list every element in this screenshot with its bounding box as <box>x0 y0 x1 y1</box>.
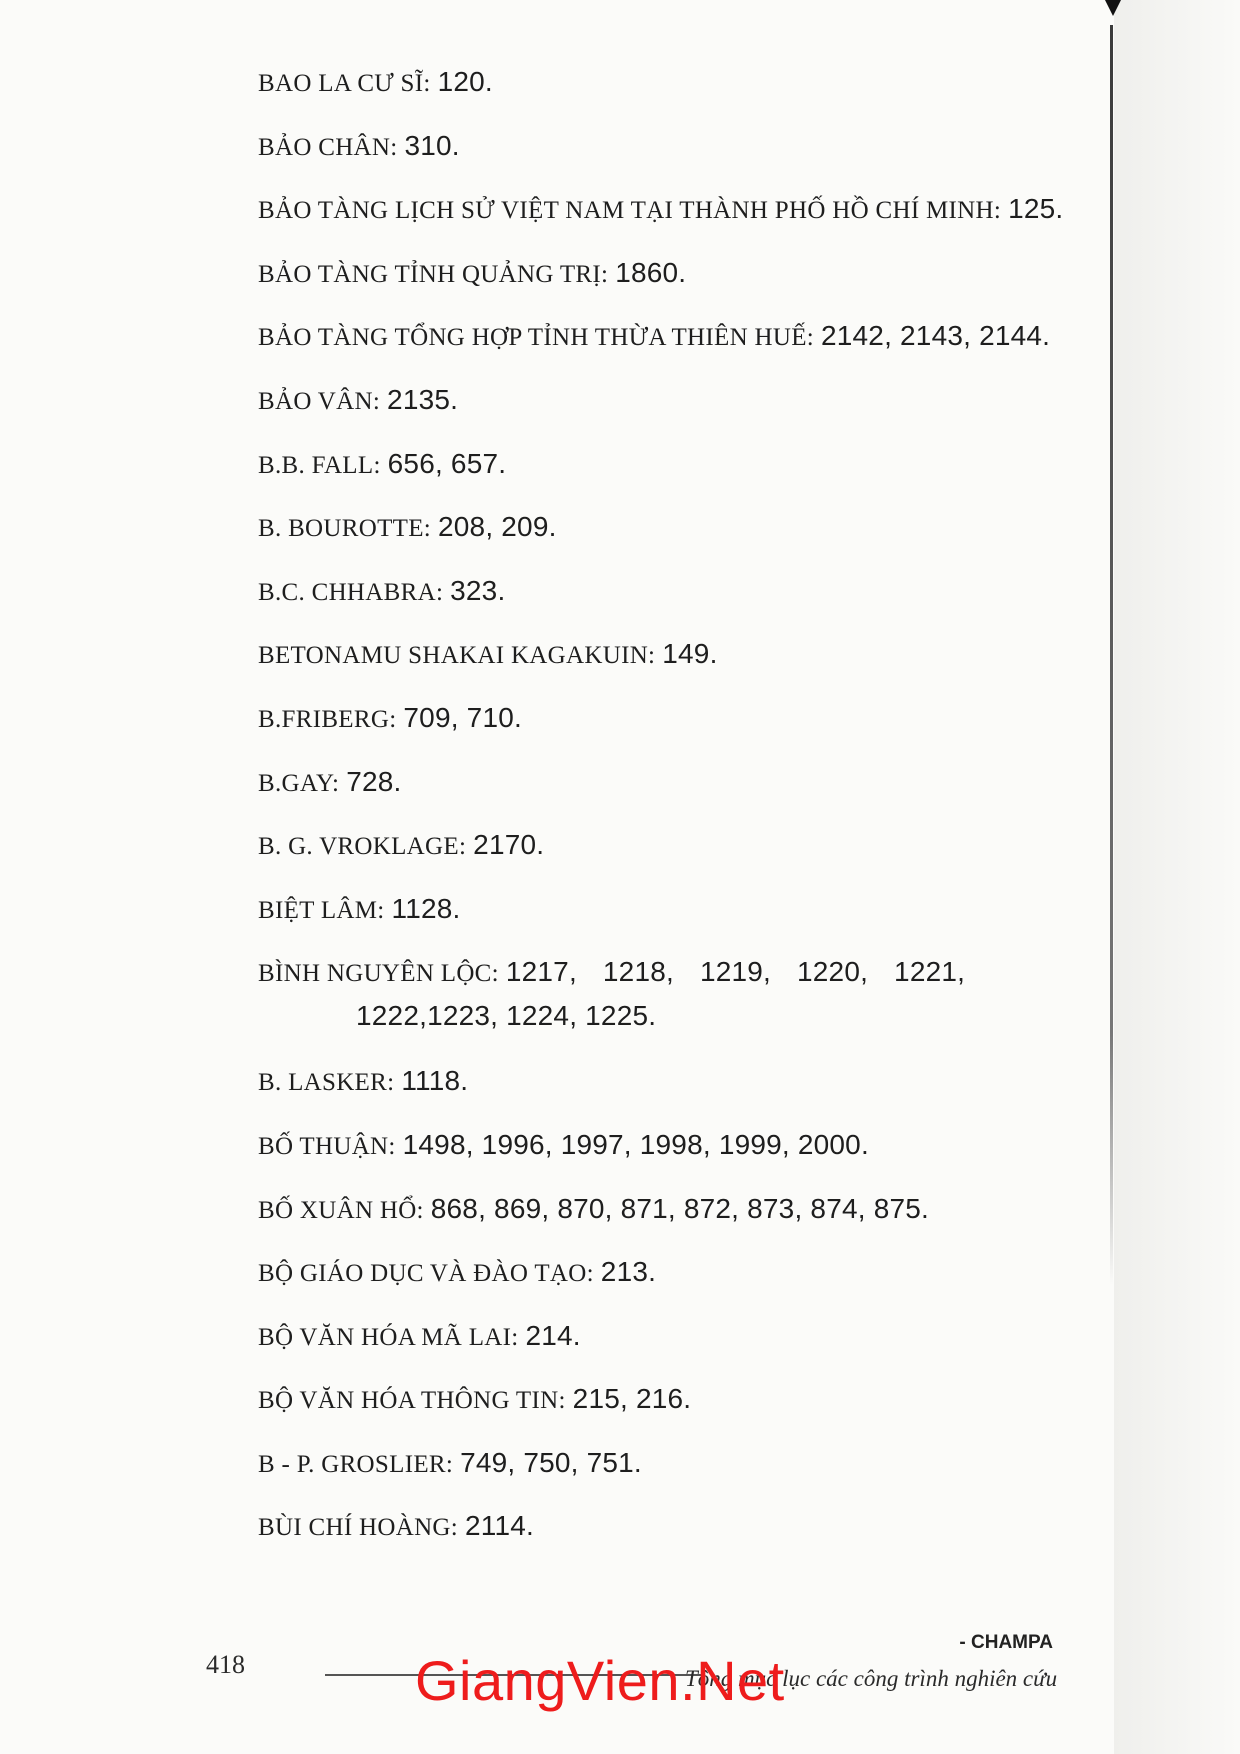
index-entry <box>258 507 1058 571</box>
index-entry <box>258 1125 1058 1189</box>
entry-name: B - P. GROSLIER: <box>258 1450 454 1478</box>
entry-pages: 120. <box>437 66 493 97</box>
index-entry <box>258 444 1058 508</box>
entry-pages: 208, 209. <box>438 511 557 543</box>
page-shadow <box>1114 0 1240 1754</box>
entry-pages: 868, 869, 870, 871, 872, 873, 874, 875. <box>430 1192 929 1224</box>
entry-name: B. G. VROKLAGE: <box>258 833 467 861</box>
index-entry <box>258 380 1058 444</box>
entry-pages: 749, 750, 751. <box>460 1446 642 1478</box>
entry-name: BỘ VĂN HÓA MÃ LAI: <box>258 1323 519 1351</box>
entry-name: BỐ XUÂN HỔ: <box>258 1196 424 1224</box>
entry-pages: 656, 657. <box>387 447 507 479</box>
book-title: Tổng mục lục các công trình nghiên cứu <box>685 1666 1058 1691</box>
entry-name: B.FRIBERG: <box>258 705 397 733</box>
entry-pages: 728. <box>346 765 402 797</box>
index-entry <box>258 1443 1058 1507</box>
page-number: 418 <box>206 1650 245 1679</box>
index-entry <box>258 571 1058 635</box>
entry-name: BETONAMU SHAKAI KAGAKUIN: <box>258 642 656 670</box>
entry-pages: 1128. <box>391 892 461 924</box>
entry-name: B.C. CHHABRA: <box>258 578 444 606</box>
entry-name: BỘ GIÁO DỤC VÀ ĐÀO TẠO: <box>258 1260 594 1288</box>
entry-pages: 1860. <box>615 256 687 288</box>
index-entry <box>258 698 1058 762</box>
index-entry <box>258 1061 1058 1125</box>
index-list <box>258 62 1064 1570</box>
index-entry <box>258 1379 1058 1443</box>
entry-name: B.B. FALL: <box>258 451 381 479</box>
entry-pages-continuation: 1222,1223, 1224, 1225. <box>356 1000 657 1032</box>
entry-name: BAO LA CƯ SĨ: <box>258 70 431 97</box>
entry-pages: 709, 710. <box>403 701 522 733</box>
entry-name: BIỆT LÂM: <box>258 896 385 924</box>
index-entry <box>258 762 1058 826</box>
index-entry <box>258 634 1058 698</box>
entry-name: B. BOUROTTE: <box>258 515 432 543</box>
index-entry <box>258 189 1064 253</box>
entry-name: BÌNH NGUYÊN LỘC: <box>258 960 499 988</box>
entry-pages: 2142, 2143, 2144. <box>820 320 1051 352</box>
entry-name: B.GAY: <box>258 769 340 797</box>
index-entry <box>258 889 1058 953</box>
entry-pages: 1498, 1996, 1997, 1998, 1999, 2000. <box>402 1128 869 1160</box>
series-label: - CHAMPA <box>959 1632 1053 1653</box>
entry-pages: 1118. <box>401 1065 469 1097</box>
index-entry <box>258 1316 1058 1380</box>
entry-pages: 2135. <box>387 383 459 415</box>
entry-name: BẢO TÀNG TỔNG HỢP TỈNH THỪA THIÊN HUẾ: <box>258 324 815 352</box>
index-entry <box>258 1506 1058 1570</box>
entry-pages: 2114. <box>464 1510 534 1542</box>
scan-edge <box>1110 25 1113 1285</box>
page-footer <box>0 1630 1240 1730</box>
entry-pages: 215, 216. <box>572 1383 692 1415</box>
entry-pages: 149. <box>662 638 718 670</box>
entry-name: BẢO TÀNG TỈNH QUẢNG TRỊ: <box>258 260 609 288</box>
watermark[interactable]: GiangVien.Net <box>415 1649 785 1712</box>
scan-corner-mark <box>1105 0 1121 16</box>
entry-pages: 2170. <box>473 829 545 861</box>
index-entry <box>258 825 1058 889</box>
entry-name: BẢO VÂN: <box>258 387 381 415</box>
index-entry <box>258 316 1058 380</box>
entry-name: BẢO CHÂN: <box>258 133 398 161</box>
entry-pages: 1217, 1218, 1219, 1220, 1221, <box>505 956 966 988</box>
entry-pages: 213. <box>600 1256 657 1288</box>
entry-name: BÙI CHÍ HOÀNG: <box>258 1514 459 1542</box>
index-entry <box>258 253 1058 317</box>
entry-name: BẢO TÀNG LỊCH SỬ VIỆT NAM TẠI THÀNH PHỐ HỒ CHÍ MINH: <box>258 197 1002 225</box>
entry-pages: 214. <box>525 1319 581 1351</box>
entry-name: B. LASKER: <box>258 1069 395 1097</box>
index-entry <box>258 62 1058 126</box>
index-entry <box>258 126 1058 190</box>
index-entry <box>258 1252 1058 1316</box>
index-entry <box>258 952 1058 1061</box>
entry-pages: 323. <box>450 574 506 606</box>
entry-pages: 125. <box>1008 193 1064 225</box>
entry-name: BỘ VĂN HÓA THÔNG TIN: <box>258 1387 566 1415</box>
entry-pages: 310. <box>404 129 460 161</box>
entry-name: BỐ THUẬN: <box>258 1132 396 1160</box>
index-entry <box>258 1189 1058 1253</box>
